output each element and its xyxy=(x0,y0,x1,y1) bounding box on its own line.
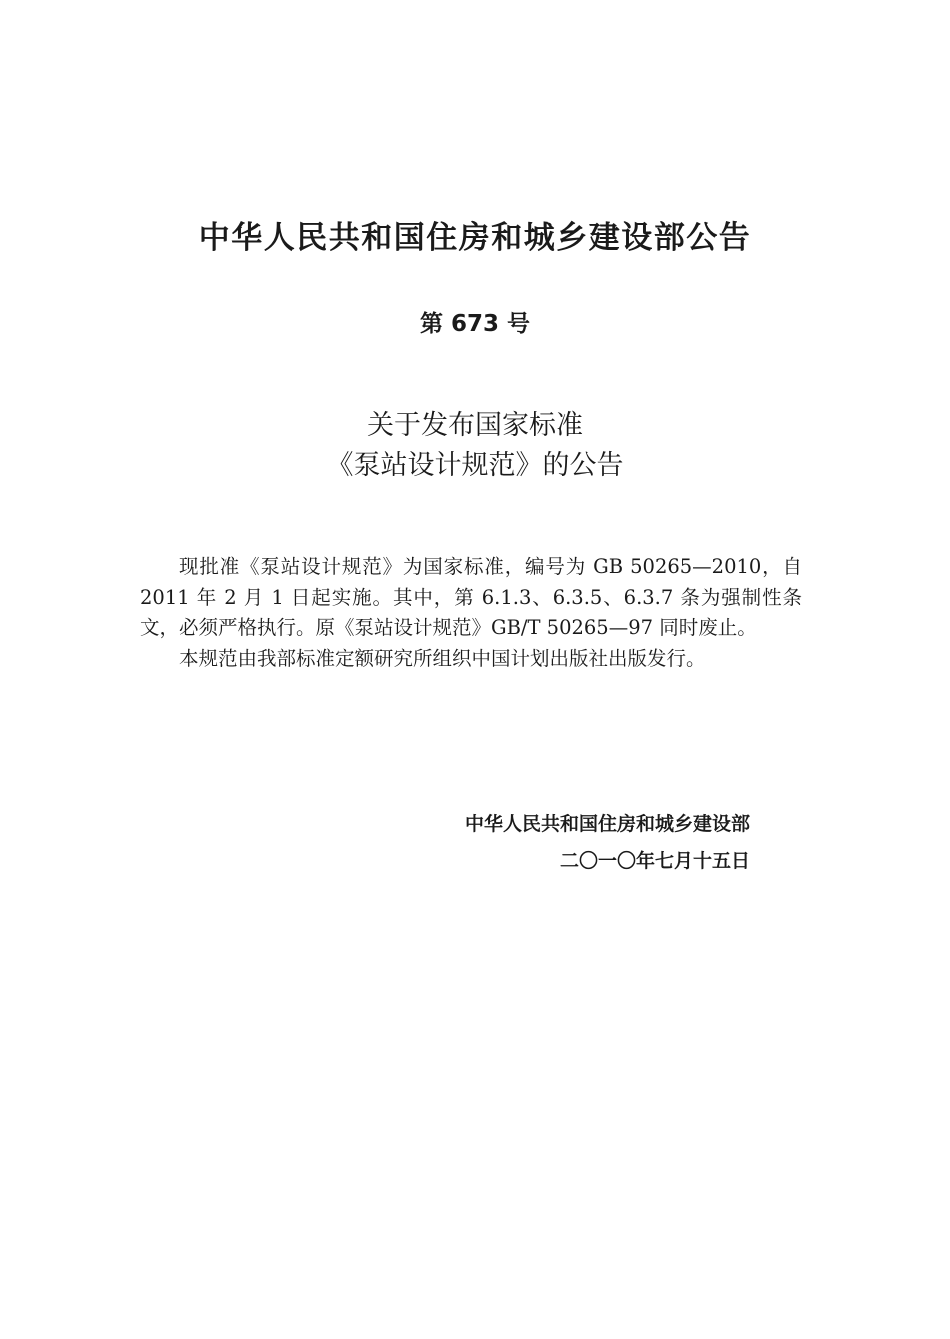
announcement-title: 中华人民共和国住房和城乡建设部公告 xyxy=(198,220,752,256)
announcement-subject xyxy=(0,406,950,486)
announcement-number: 第 673 号 xyxy=(419,311,531,337)
announcement-body xyxy=(140,552,802,674)
body-paragraph-2: 本规范由我部标准定额研究所组织中国计划出版社出版发行。 xyxy=(179,646,706,670)
body-paragraph-1: 现批准《泵站设计规范》为国家标准，编号为 GB 50265—2010，自 2011 年 2 月 1 日起实施。其中，第 6.1.3、6.3.5、6.3.7 条为强制性条文，必须严格执行。原《泵站设计规范》GB/T 50265—97 同时废止。 xyxy=(140,555,802,639)
subject-line-2: 《泵站设计规范》的公告 xyxy=(326,450,624,481)
issue-date: 二〇一〇年七月十五日 xyxy=(559,850,750,872)
issuer-name: 中华人民共和国住房和城乡建设部 xyxy=(464,813,750,835)
subject-line-1: 关于发布国家标准 xyxy=(367,410,583,441)
signature-block xyxy=(465,806,750,880)
